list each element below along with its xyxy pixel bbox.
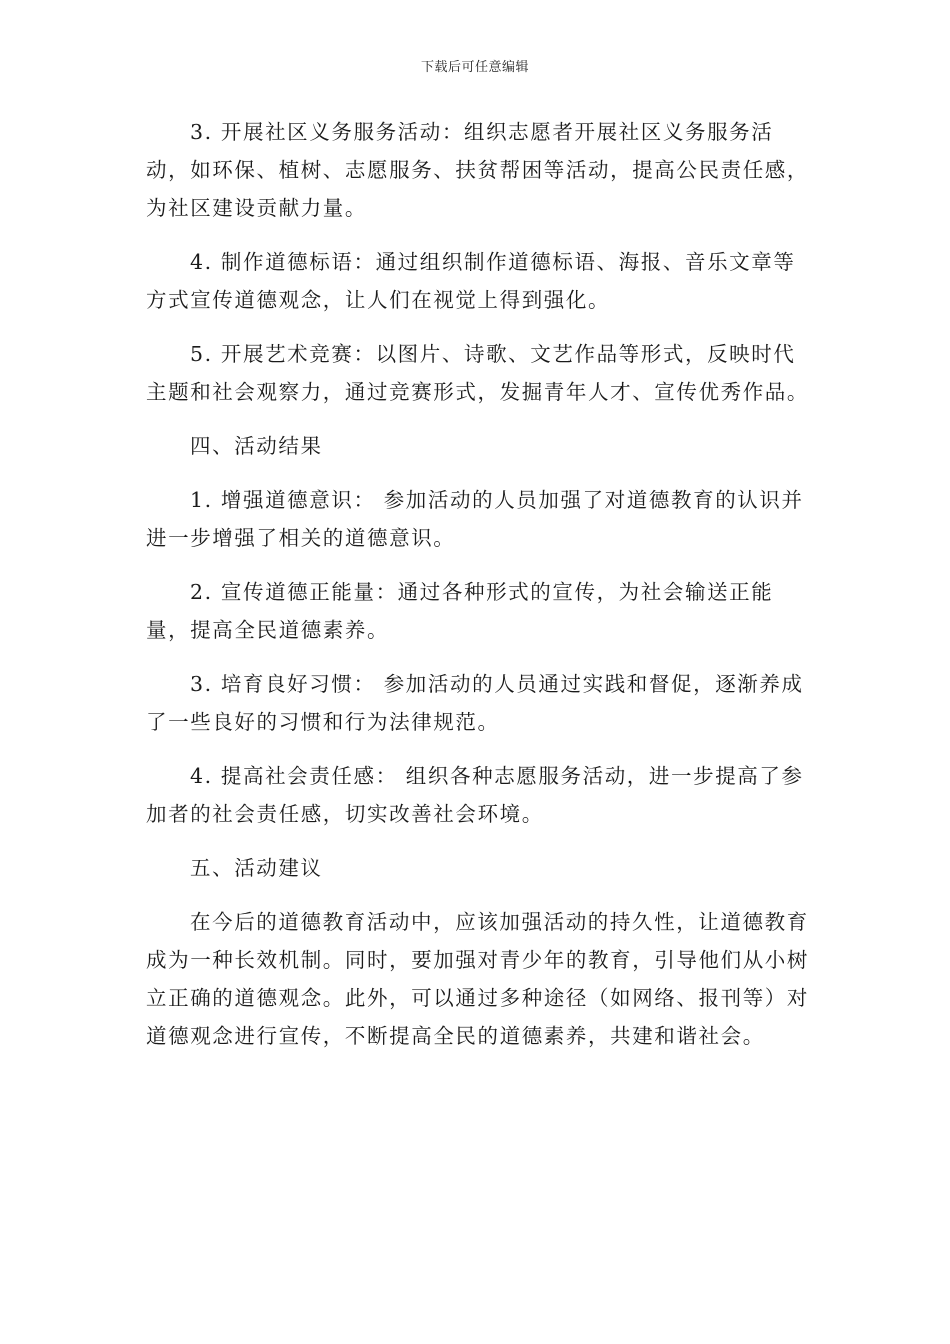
paragraph-art-competition: 5. 开展艺术竞赛：以图片、诗歌、文艺作品等形式，反映时代主题和社会观察力，通过竞赛形式，发掘青年人才、宣传优秀作品。 bbox=[146, 342, 809, 404]
paragraph-suggestions: 在今后的道德教育活动中，应该加强活动的持久性，让道德教育成为一种长效机制。同时，要加强对青少年的教育，引导他们从小树立正确的道德观念。此外，可以通过多种途径（如网络、报刊等）对道德观念进行宣传，不断提高全民的道德素养，共建和谐社会。 bbox=[146, 910, 809, 1048]
paragraph-moral-awareness: 1. 增强道德意识： 参加活动的人员加强了对道德教育的认识并进一步增强了相关的道德意识。 bbox=[146, 488, 804, 550]
section-heading-suggestions: 五、活动建议 bbox=[190, 856, 323, 880]
paragraph-social-responsibility: 4. 提高社会责任感： 组织各种志愿服务活动，进一步提高了参加者的社会责任感，切实改善社会环境。 bbox=[146, 764, 804, 826]
paragraph-community-service: 3. 开展社区义务服务活动：组织志愿者开展社区义务服务活动，如环保、植树、志愿服务、扶贫帮困等活动，提高公民责任感，为社区建设贡献力量。 bbox=[146, 120, 809, 220]
download-note: 下载后可任意编辑 bbox=[420, 60, 529, 75]
section-heading-results: 四、活动结果 bbox=[190, 434, 323, 458]
paragraph-moral-slogans: 4. 制作道德标语：通过组织制作道德标语、海报、音乐文章等方式宣传道德观念，让人们在视觉上得到强化。 bbox=[146, 250, 796, 312]
document-body bbox=[146, 113, 814, 1071]
paragraph-positive-energy: 2. 宣传道德正能量：通过各种形式的宣传，为社会输送正能量，提高全民道德素养。 bbox=[146, 580, 774, 642]
paragraph-good-habits: 3. 培育良好习惯： 参加活动的人员通过实践和督促，逐渐养成了一些良好的习惯和行为法律规范。 bbox=[146, 672, 804, 734]
